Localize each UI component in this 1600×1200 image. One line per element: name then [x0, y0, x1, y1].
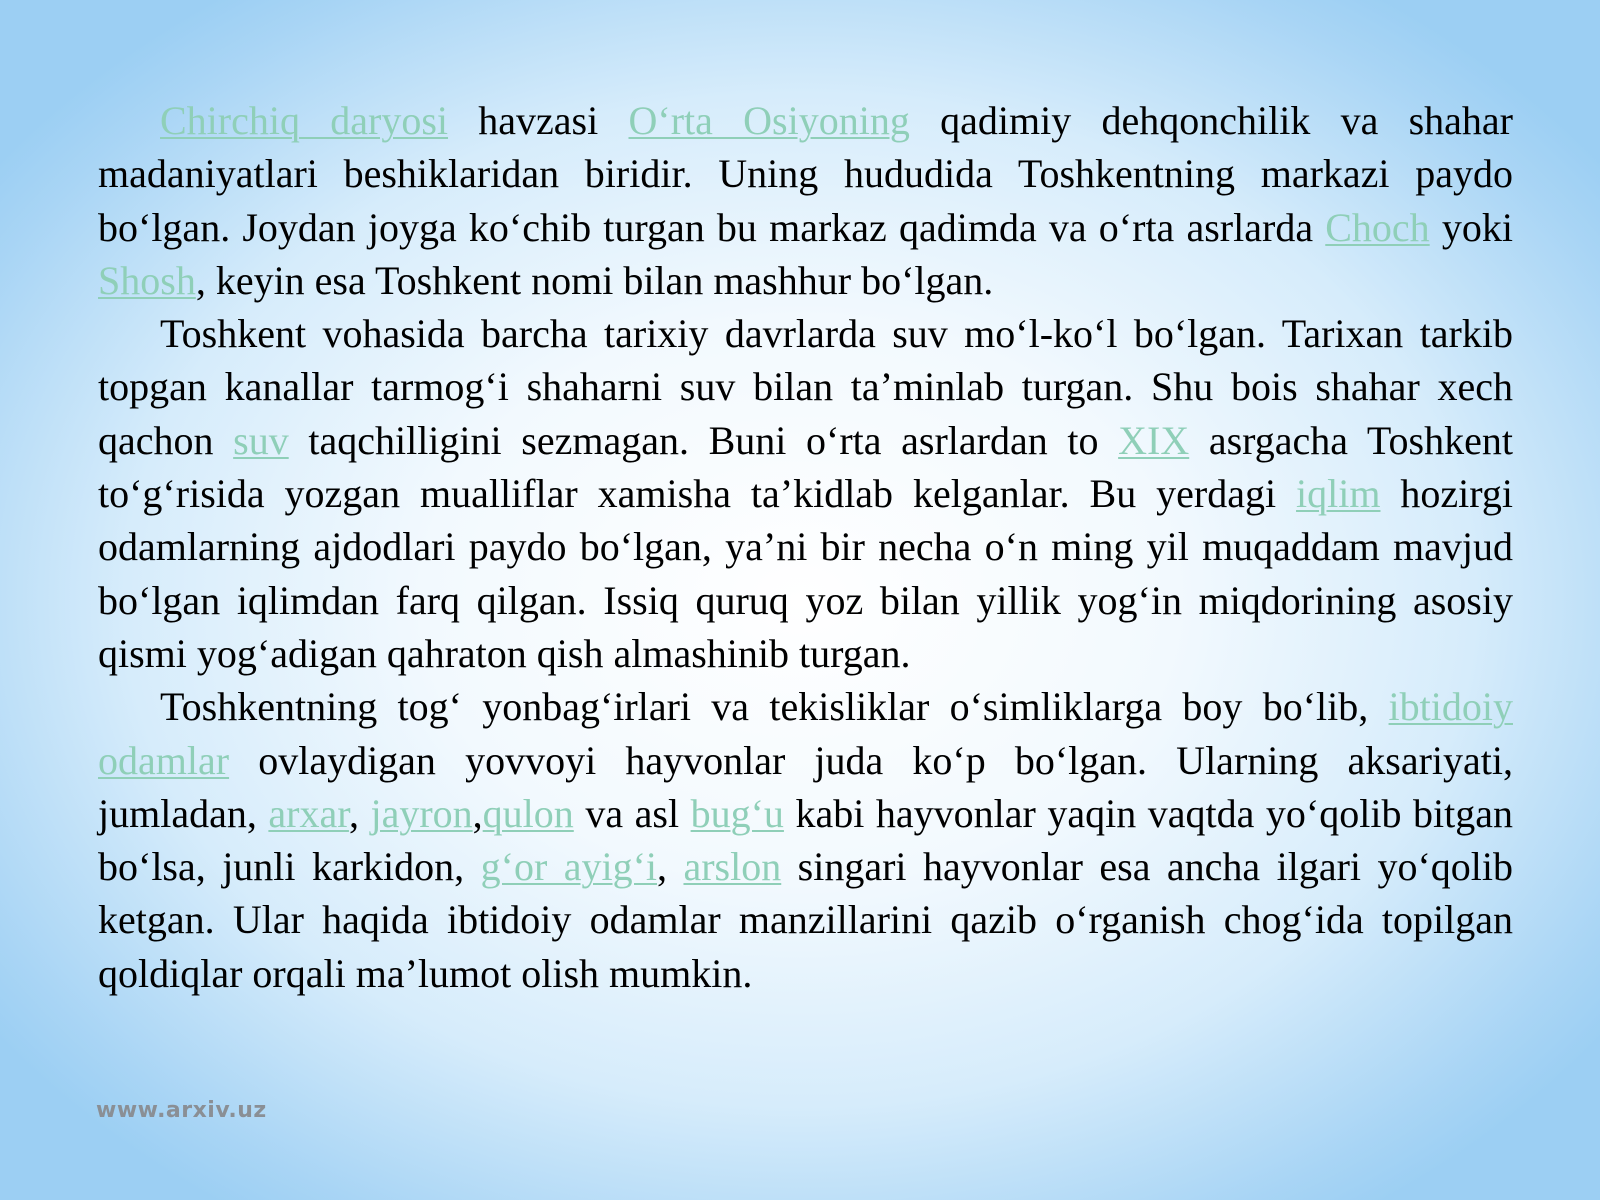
- text-segment: asrgacha Toshkent to‘g‘risida yozgan mualliflar xamisha ta’kidlab kelganlar. Bu yerdagi: [98, 417, 1513, 517]
- text-segment: singari hayvonlar esa ancha ilgari yo‘qolib ketgan. Ular haqida ibtidoiy odamlar manzillarini qazib o‘rganish chog‘ida topilgan qoldiqlar orqali ma’lumot olish mumkin.: [98, 844, 1514, 996]
- link-chirchiq-daryosi[interactable]: Chirchiq daryosi: [160, 98, 449, 143]
- link-orta-osiyoning[interactable]: O‘rta Osiyoning: [628, 98, 910, 143]
- link-arxar[interactable]: arxar: [268, 790, 349, 836]
- paragraph-chirchiq: [98, 94, 1513, 307]
- text-segment: hozirgi odamlarning ajdodlari paydo bo‘lgan, ya’ni bir necha o‘n ming yil muqaddam mavjud bo‘lgan iqlimdan farq qilgan. Issiq quruq yoz bilan yillik yog‘in miqdorining asosiy qismi yog‘adigan qahraton qish almashinib turgan.: [98, 471, 1513, 676]
- link-xix[interactable]: XIX: [1118, 417, 1190, 463]
- link-suv[interactable]: suv: [233, 417, 289, 463]
- text-segment: Toshkentning tog‘ yonbag‘irlari va tekisliklar o‘simliklarga boy bo‘lib,: [160, 684, 1389, 730]
- link-iqlim[interactable]: iqlim: [1296, 471, 1381, 517]
- text-segment: yoki: [1429, 204, 1513, 250]
- text-segment: ,: [348, 790, 371, 836]
- link-choch[interactable]: Choch: [1325, 204, 1430, 250]
- paragraph-toshkent-vohasi: [98, 307, 1513, 680]
- text-segment: qadimiy dehqonchilik va shahar madaniyatlari beshiklaridan biridir. Uning hududida Toshkentning markazi paydo bo‘lgan. Joydan joyga ko‘chib turgan bu markaz qadimda va o‘rta asrlarda: [98, 98, 1514, 250]
- text-segment: taqchilligini sezmagan. Buni o‘rta asrlardan to: [288, 417, 1119, 463]
- text-segment: ovlaydigan yovvoyi hayvonlar juda ko‘p bo‘lgan. Ularning aksariyati, jumladan,: [98, 737, 1513, 836]
- text-segment: havzasi: [448, 98, 629, 143]
- text-segment: ,: [472, 790, 483, 836]
- link-jayron[interactable]: jayron: [370, 790, 473, 836]
- text-segment: va asl: [573, 790, 691, 836]
- link-shosh[interactable]: Shosh: [98, 257, 196, 303]
- text-segment: , keyin esa Toshkent nomi bilan mashhur bo‘lgan.: [195, 257, 994, 303]
- slide-body-text: [98, 94, 1513, 1000]
- link-bugu[interactable]: bug‘u: [690, 790, 784, 836]
- site-watermark: www.arxiv.uz: [96, 1098, 267, 1123]
- link-qulon[interactable]: qulon: [482, 790, 574, 836]
- text-segment: Toshkent vohasida barcha tarixiy davrlarda suv mo‘l-ko‘l bo‘lgan. Tarixan tarkib topgan kanallar tarmog‘i shaharni suv bilan ta’minlab turgan. Shu bois shahar xech qachon: [98, 311, 1513, 463]
- link-ibtidoiy-odamlar[interactable]: ibtidoiy odamlar: [98, 684, 1513, 783]
- text-segment: ,: [657, 844, 684, 890]
- link-gor-ayigi[interactable]: g‘or ayig‘i: [480, 844, 658, 890]
- text-segment: kabi hayvonlar yaqin vaqtda yo‘qolib bitgan bo‘lsa, junli karkidon,: [98, 790, 1514, 890]
- paragraph-hayvonlar: [98, 680, 1513, 1000]
- link-arslon[interactable]: arslon: [683, 844, 782, 890]
